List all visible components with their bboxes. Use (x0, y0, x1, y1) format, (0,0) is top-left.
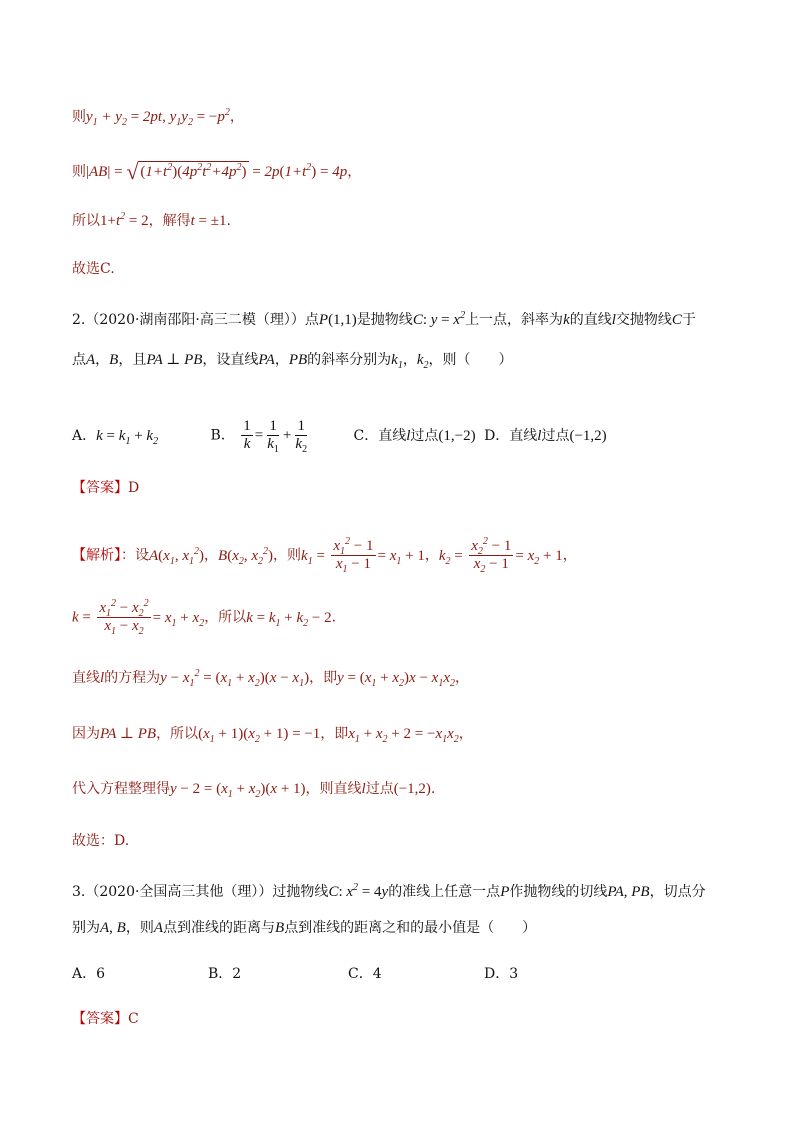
q3-option-b[interactable]: B．2 (208, 966, 242, 982)
q2-answer: 【答案】D (72, 480, 140, 496)
solution1-line-chord-length: 则|AB| = √ $(1+t^2)(4p^2t^2+4p^2) = 2p(1+t^2) = 4p$， (72, 159, 362, 184)
q2-options (72, 418, 607, 453)
solution1-line-solve-t: 所以$1+t^2 = 2$，解得t = ±1. (72, 211, 231, 229)
q3-option-d[interactable]: D．3 (484, 966, 519, 982)
solution1-line-sum-product: 则$y_1 + y_2 = 2pt$, $y_1y_2 = -p^2$， (72, 107, 244, 128)
q2-analysis-line2: k = $\frac{x_1^2 - x_2^2}{x_1 - x_2}$ = $x_1 + x_2$，所以$k = k_1 + k_2 - 2$. (72, 598, 337, 637)
q2-option-d[interactable]: D．直线l过点(−1,2) (484, 427, 607, 444)
q2-analysis-line4: 因为PA ⊥ PB，所以$(x_1 + 1)(x_2 + 1) = -1$，即$x_1 + x_2 + 2 = -x_1x_2$， (72, 726, 473, 745)
q3-stem-line1: 3.（2020·全国高三其他（理））过抛物线C: $x^2 = 4y$的准线上任意一点P作抛物线的切线PA, PB，切点分 (72, 882, 706, 900)
solution1-conclusion: 故选C. (72, 261, 115, 277)
q3-answer: 【答案】C (72, 1011, 139, 1027)
q2-stem-line1: 2.（2020·湖南邵阳·高三二模（理））点P(1,1)是抛物线C: $y = x^2$上一点，斜率为k的直线l交抛物线C于 (72, 310, 696, 328)
q2-analysis-line3: 直线l的方程为$y - x_1^2 = (x_1 + x_2)(x - x_1)$，即$y = (x_1 + x_2)x - x_1x_2$， (72, 668, 470, 689)
q2-analysis-line5: 代入方程整理得$y - 2 = (x_1 + x_2)(x + 1)$，则直线l过点(−1,2). (72, 781, 436, 800)
q3-options (72, 964, 518, 984)
q2-option-a[interactable]: A．$k = k_1 + k_2$ (72, 427, 159, 447)
q3-stem-line2: 别为A, B，则A点到准线的距离与B点到准线的距离之和的最小值是（ ） (72, 920, 537, 936)
q2-conclusion: 故选：D. (72, 833, 130, 849)
q2-analysis-line1: 【解析】：设$A(x_1$, $x_1^2$)，$B(x_2$, $x_2^2$)，则$k_1$ = $\frac{x_1^2 - 1}{x_1 - 1}$ = $x_1 + 1$，$k_2$ = $\frac{x_2^2 - 1}{x_2 - 1}$ = $x_2 + 1$， (72, 536, 577, 575)
q2-stem-line2: 点A，B，且PA ⊥ PB，设直线PA，PB的斜率分别为$k_1$，$k_2$，则（ ） (72, 352, 513, 371)
q3-option-c[interactable]: C．4 (348, 966, 382, 982)
q3-option-a[interactable]: A．6 (72, 966, 106, 982)
q2-option-b[interactable]: B． $\frac{1}{k}$ = $\frac{1}{k_1}$ + $\frac{1}{k_2}$ (210, 418, 308, 455)
q2-option-c[interactable]: C．直线l过点(1,−2) (353, 427, 476, 444)
